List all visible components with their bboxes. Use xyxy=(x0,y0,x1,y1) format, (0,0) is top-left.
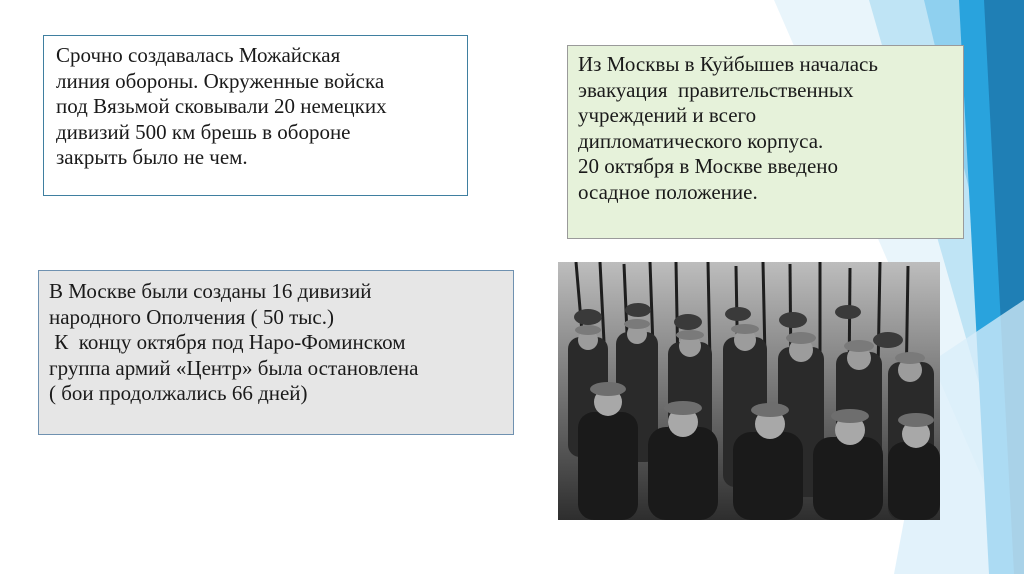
text-line: дивизий 500 км брешь в обороне xyxy=(56,119,351,144)
text-line: К концу октября под Наро-Фоминском xyxy=(49,330,406,354)
text-line: под Вязьмой сковывали 20 немецких xyxy=(56,94,387,118)
text-line: дипломатического корпуса. xyxy=(578,128,824,153)
mozhaysk-defense-text-box xyxy=(43,35,468,196)
evacuation-text-box xyxy=(567,45,964,239)
text-line: Срочно создавалась Можайская xyxy=(56,43,341,67)
militia-soldiers-photo xyxy=(558,262,940,520)
text-line: эвакуация правительственных xyxy=(578,77,854,102)
text-line: В Москве были созданы 16 дивизий xyxy=(49,279,372,303)
text-line: линия обороны. Окруженные войска xyxy=(56,68,385,93)
text-line: закрыть было не чем. xyxy=(56,145,248,169)
text-line: осадное положение. xyxy=(578,179,758,204)
text-line: группа армий «Центр» была остановлена xyxy=(49,355,419,380)
text-line: 20 октября в Москве введено xyxy=(578,154,839,178)
text-line: Из Москвы в Куйбышев началась xyxy=(578,52,878,76)
militia-text-box xyxy=(38,270,514,435)
text-line: ( бои продолжались 66 дней) xyxy=(49,381,308,405)
text-line: народного Ополчения ( 50 тыс.) xyxy=(49,304,334,329)
text-line: учреждений и всего xyxy=(578,103,757,127)
